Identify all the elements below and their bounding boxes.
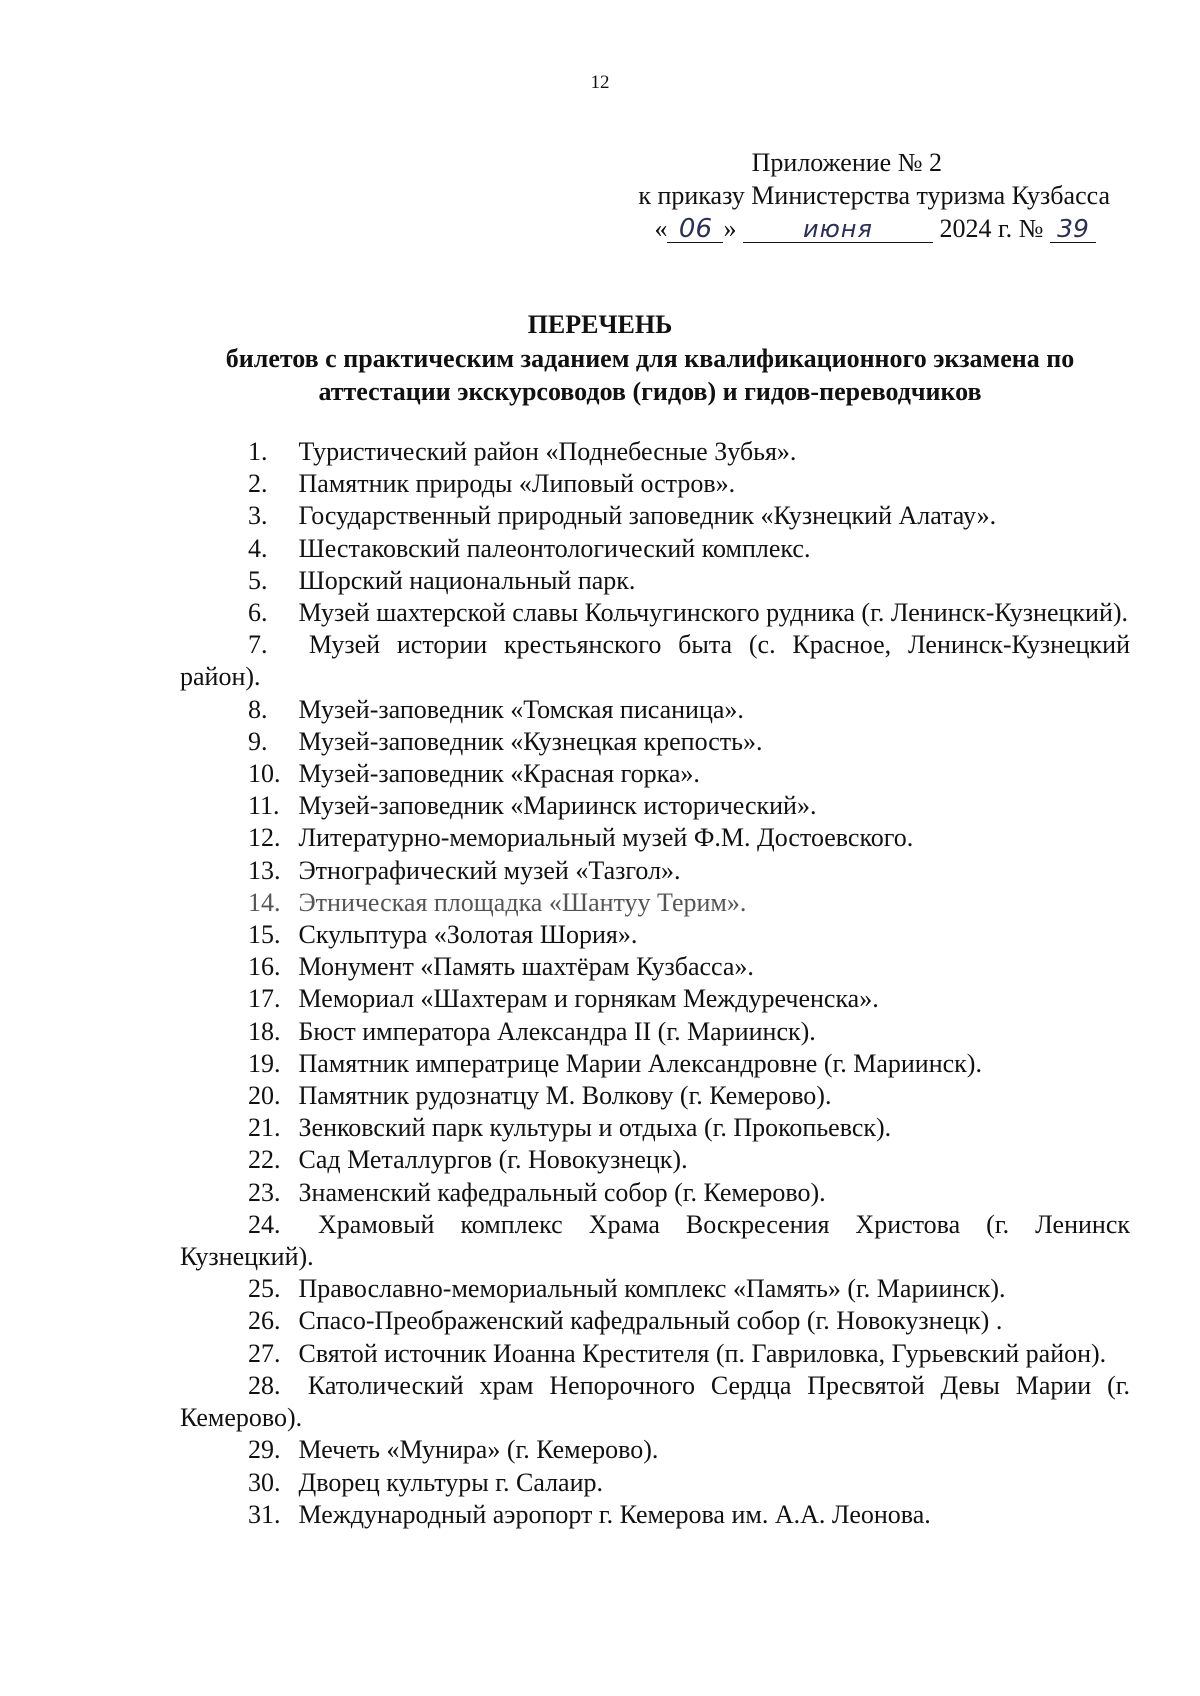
list-item (180, 1080, 1130, 1112)
list-item-text: Музей-заповедник «Мариинск исторический». (298, 791, 817, 821)
list-item-text: Католический храм Непорочного Сердца Пресвятой Девы Марии (г. Кемерово). (180, 1370, 1131, 1433)
list-item (180, 500, 1130, 532)
list-item (180, 1338, 1130, 1370)
list-item-number: 18. (248, 1016, 281, 1046)
list-item-text: Бюст императора Александра II (г. Мариинск). (298, 1016, 816, 1046)
list-item-text: Монумент «Память шахтёрам Кузбасса». (298, 952, 754, 982)
list-item (180, 919, 1130, 951)
annex-order-reference: к приказу Министерства туризма Кузбасса (638, 181, 1110, 210)
list-item-number: 24. (248, 1209, 281, 1239)
list-item-text: Мемориал «Шахтерам и горнякам Междуреченска». (298, 984, 879, 1014)
list-item-number: 11. (248, 791, 280, 821)
ticket-list (180, 436, 1130, 1531)
list-item-number: 27. (248, 1338, 281, 1368)
list-item (180, 597, 1130, 629)
list-item-number: 4. (248, 533, 268, 563)
list-item (180, 983, 1130, 1015)
list-item-text: Храмовый комплекс Храма Воскресения Христова (г. Ленинск Кузнецкий). (180, 1209, 1131, 1272)
order-year: 2024 г. № (939, 214, 1044, 243)
list-item-text: Музей истории крестьянского быта (с. Красное, Ленинск-Кузнецкий район). (180, 630, 1131, 692)
list-item (180, 790, 1130, 822)
list-item-number: 5. (248, 565, 268, 595)
list-item-number: 8. (248, 694, 268, 724)
annex-header (550, 146, 1110, 245)
document-subtitle: билетов с практическим заданием для квалификационного экзамена по аттестации экскурсоводов (гидов) и гидов-переводчиков (225, 344, 1075, 406)
list-item-number: 7. (248, 630, 268, 660)
list-item (180, 887, 1130, 919)
list-item-text: Святой источник Иоанна Крестителя (п. Гавриловка, Гурьевский район). (298, 1338, 1107, 1368)
list-item-number: 20. (248, 1081, 281, 1111)
list-item-text: Зенковский парк культуры и отдыха (г. Прокопьевск). (298, 1113, 892, 1143)
list-item-text: Мечеть «Мунира» (г. Кемерово). (298, 1435, 659, 1465)
list-item (180, 533, 1130, 565)
handwritten-month: июня (743, 216, 933, 243)
list-item (180, 1177, 1130, 1209)
list-item-text: Шестаковский палеонтологический комплекс. (298, 533, 811, 563)
list-item (180, 694, 1130, 726)
list-item-number: 6. (248, 598, 268, 628)
list-item (180, 1467, 1130, 1499)
list-item-text: Музей-заповедник «Томская писаница». (298, 694, 744, 724)
list-item (180, 1434, 1130, 1466)
list-item-text: Музей-заповедник «Кузнецкая крепость». (298, 726, 763, 756)
annex-order-date (550, 212, 1110, 245)
list-item-text: Спасо-Преображенский кафедральный собор (г. Новокузнецк) . (298, 1306, 1003, 1336)
list-item-number: 22. (248, 1145, 281, 1175)
list-item (180, 1209, 1130, 1273)
list-item-number: 23. (248, 1177, 281, 1207)
list-item (180, 758, 1130, 790)
list-item-number: 12. (248, 823, 281, 853)
list-item-number: 17. (248, 984, 281, 1014)
list-item-text: Сад Металлургов (г. Новокузнецк). (298, 1145, 688, 1175)
list-item-number: 15. (248, 920, 281, 950)
list-item-text: Православно-мемориальный комплекс «Память» (г. Мариинск). (298, 1274, 1006, 1304)
list-item-text: Литературно-мемориальный музей Ф.М. Достоевского. (298, 823, 914, 853)
list-item-number: 16. (248, 952, 281, 982)
list-item (180, 822, 1130, 854)
list-item (180, 726, 1130, 758)
list-item-number: 3. (248, 501, 268, 531)
list-item-text: Дворец культуры г. Салаир. (298, 1467, 604, 1497)
annex-title: Приложение № 2 (751, 148, 942, 177)
handwritten-order-number: 39 (1050, 216, 1096, 243)
document-title: ПЕРЕЧЕНЬ (527, 310, 673, 339)
list-item (180, 1112, 1130, 1144)
list-item-text: Памятник рудознатцу М. Волкову (г. Кемерово). (298, 1081, 832, 1111)
list-item-text: Туристический район «Поднебесные Зубья». (298, 437, 797, 466)
list-item-text: Государственный природный заповедник «Кузнецкий Алатау». (298, 501, 997, 531)
list-item-text: Памятник природы «Липовый остров». (298, 469, 736, 499)
list-item-number: 9. (248, 726, 268, 756)
list-item (180, 1144, 1130, 1176)
list-item-number: 30. (248, 1467, 281, 1497)
list-item (180, 1370, 1130, 1434)
list-item-text: Международный аэропорт г. Кемерова им. А.А. Леонова. (298, 1499, 931, 1529)
list-item (180, 1048, 1130, 1080)
list-item-number: 1. (248, 437, 268, 466)
list-item (180, 1273, 1130, 1305)
list-item (180, 565, 1130, 597)
list-item-number: 28. (248, 1370, 281, 1400)
list-item-text: Этнографический музей «Тазгол». (298, 855, 681, 885)
list-item (180, 951, 1130, 983)
list-item (180, 855, 1130, 887)
page-number: 12 (590, 72, 610, 93)
list-item-text: Знаменский кафедральный собор (г. Кемерово). (298, 1177, 826, 1207)
list-item-text: Музей-заповедник «Красная горка». (298, 759, 700, 789)
list-item-number: 19. (248, 1048, 281, 1078)
list-item-text: Памятник императрице Марии Александровне (г. Мариинск). (298, 1048, 982, 1078)
list-item (180, 1016, 1130, 1048)
list-item-text: Шорский национальный парк. (298, 565, 636, 595)
list-item (180, 629, 1130, 693)
list-item-number: 14. (248, 887, 281, 917)
open-quote: « (654, 214, 668, 243)
list-item (180, 436, 1130, 468)
list-item-number: 2. (248, 469, 268, 499)
close-quote: » (723, 214, 737, 243)
list-item-number: 21. (248, 1113, 281, 1143)
handwritten-day: 06 (667, 216, 723, 243)
list-item-number: 26. (248, 1306, 281, 1336)
list-item (180, 1499, 1130, 1531)
list-item-number: 13. (248, 855, 281, 885)
list-item-number: 10. (248, 759, 281, 789)
list-item-number: 31. (248, 1499, 281, 1529)
list-item-text: Этническая площадка «Шантуу Терим». (298, 887, 747, 917)
list-item-number: 29. (248, 1435, 281, 1465)
list-item-number: 25. (248, 1274, 281, 1304)
list-item-text: Музей шахтерской славы Кольчугинского рудника (г. Ленинск-Кузнецкий). (298, 598, 1129, 628)
list-item (180, 1305, 1130, 1337)
list-item (180, 468, 1130, 500)
list-item-text: Скульптура «Золотая Шория». (298, 920, 638, 950)
